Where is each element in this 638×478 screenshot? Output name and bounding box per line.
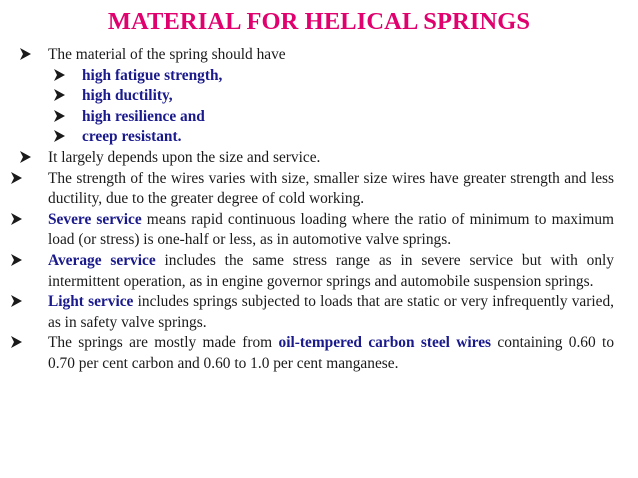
bullet-term: Severe service [48, 210, 142, 228]
arrowhead-bullet-icon [10, 45, 40, 66]
bullet-text: The material of the spring should have [48, 46, 286, 63]
bullet-text: includes springs subjected to loads that are static or very infrequently varied, as in safety valve springs. [48, 293, 614, 331]
sub-bullet-item [10, 86, 614, 107]
bullet-text: The strength of the wires varies with size, smaller size wires have greater strength and less ductility, due to the greater degree of cold working. [48, 169, 614, 208]
bullet-text: It largely depends upon the size and service. [48, 148, 321, 166]
arrowhead-bullet-icon [10, 292, 40, 313]
bullet-term: Light service [48, 293, 134, 311]
sub-bullet-text: high fatigue strength, [82, 66, 223, 84]
arrowhead-bullet-icon [44, 127, 74, 148]
arrowhead-bullet-icon [44, 66, 74, 87]
arrowhead-bullet-icon [10, 169, 40, 190]
bullet-item [10, 292, 614, 333]
arrowhead-bullet-icon [10, 333, 40, 354]
sub-bullet-text: creep resistant. [82, 128, 182, 146]
bullet-list [10, 45, 614, 375]
bullet-item [10, 210, 614, 251]
sub-bullet-item [10, 127, 614, 148]
bullet-text: The springs are mostly made from [48, 334, 279, 352]
sub-bullet-text: high resilience and [82, 107, 205, 125]
sub-bullet-text: high ductility, [82, 87, 173, 105]
bullet-text: includes the same stress range as in severe service but with only intermittent operation, as in engine governor springs and automobile suspension springs. [48, 251, 614, 290]
arrowhead-bullet-icon [44, 86, 74, 107]
bullet-item [10, 45, 614, 66]
bullet-item [10, 251, 614, 292]
sub-bullet-item [10, 66, 614, 87]
bullet-item [10, 148, 614, 169]
bullet-item [10, 169, 614, 210]
arrowhead-bullet-icon [44, 107, 74, 128]
bullet-term: Average service [48, 251, 156, 269]
arrowhead-bullet-icon [10, 251, 40, 272]
arrowhead-bullet-icon [10, 210, 40, 231]
sub-bullet-item [10, 107, 614, 128]
slide-title: MATERIAL FOR HELICAL SPRINGS [107, 8, 531, 35]
bullet-text: containing 0.60 to 0.70 per cent carbon and 0.60 to 1.0 per cent manganese. [48, 334, 615, 372]
arrowhead-bullet-icon [10, 148, 40, 169]
bullet-item [10, 333, 614, 374]
bullet-term: oil-tempered carbon steel wires [278, 334, 492, 352]
bullet-text: means rapid continuous loading where the ratio of minimum to maximum load (or stress) is one-half or less, as in automotive valve springs. [48, 210, 615, 249]
